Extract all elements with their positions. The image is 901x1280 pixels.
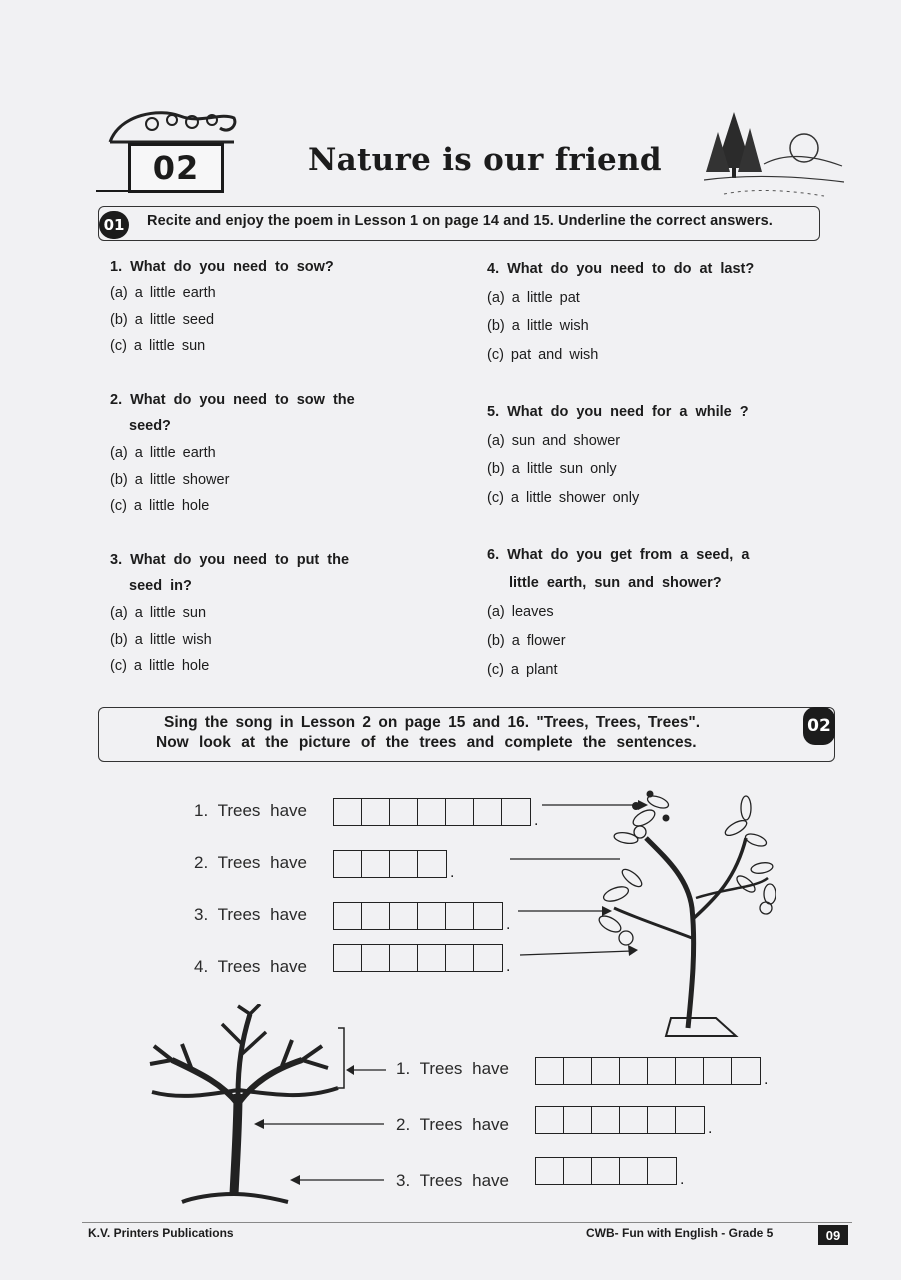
option-1c[interactable]: (c) a little sun xyxy=(110,338,206,354)
exercise-badge-1: 01 xyxy=(99,211,129,239)
bare-tree-item-3-label: 3. Trees have xyxy=(396,1171,510,1190)
landscape-icon xyxy=(704,108,844,200)
bare-tree-item-2-label: 2. Trees have xyxy=(396,1115,510,1134)
leafy-tree-item-1-label: 1. Trees have xyxy=(194,801,308,820)
option-4c[interactable]: (c) pat and wish xyxy=(487,347,599,363)
option-6a[interactable]: (a) leaves xyxy=(487,604,554,620)
option-1a[interactable]: (a) a little earth xyxy=(110,285,216,301)
question-4: 4. What do you need to do at last? xyxy=(487,261,755,277)
leafy-tree-item-1-boxes[interactable]: . xyxy=(333,798,538,826)
question-3-line-1: 3. What do you need to put the xyxy=(110,552,350,568)
leafy-tree-item-3-boxes[interactable]: . xyxy=(333,902,510,930)
question-2-line-2: seed? xyxy=(129,418,171,434)
question-3-line-2: seed in? xyxy=(129,578,192,594)
scroll-ornament-icon xyxy=(100,104,240,146)
bare-tree-item-2-boxes[interactable]: . xyxy=(535,1106,712,1134)
option-5c[interactable]: (c) a little shower only xyxy=(487,490,640,506)
leafy-tree-item-2-label: 2. Trees have xyxy=(194,853,308,872)
bare-tree-item-1-boxes[interactable]: . xyxy=(535,1057,768,1085)
bare-tree-item-3-boxes[interactable]: . xyxy=(535,1157,684,1185)
instruction-text-2-line-2: Now look at the picture of the trees and complete the sentences. xyxy=(156,734,697,751)
instruction-text-2-line-1: Sing the song in Lesson 2 on page 15 and 16. "Trees, Trees, Trees". xyxy=(164,714,701,731)
page-number: 09 xyxy=(818,1225,848,1245)
leafy-tree-item-4-boxes[interactable]: . xyxy=(333,944,510,972)
footer-rule xyxy=(82,1222,852,1223)
footer-book-title: CWB- Fun with English - Grade 5 xyxy=(586,1226,774,1240)
header-rule xyxy=(96,190,132,192)
instruction-text-1: Recite and enjoy the poem in Lesson 1 on page 14 and 15. Underline the correct answers. xyxy=(147,213,773,229)
page-title: Nature is our friend xyxy=(308,142,662,178)
bare-tree-item-1-label: 1. Trees have xyxy=(396,1059,510,1078)
option-5a[interactable]: (a) sun and shower xyxy=(487,433,621,449)
option-5b[interactable]: (b) a little sun only xyxy=(487,461,617,477)
option-2b[interactable]: (b) a little shower xyxy=(110,472,230,488)
option-2c[interactable]: (c) a little hole xyxy=(110,498,210,514)
question-5: 5. What do you need for a while ? xyxy=(487,404,749,420)
leafy-tree-item-4-label: 4. Trees have xyxy=(194,957,308,976)
option-3a[interactable]: (a) a little sun xyxy=(110,605,207,621)
lesson-number: 02 xyxy=(152,149,200,187)
option-4b[interactable]: (b) a little wish xyxy=(487,318,589,334)
question-2-line-1: 2. What do you need to sow the xyxy=(110,392,355,408)
footer-publisher: K.V. Printers Publications xyxy=(88,1226,234,1240)
exercise-badge-2: 02 xyxy=(803,707,835,745)
option-1b[interactable]: (b) a little seed xyxy=(110,312,215,328)
option-4a[interactable]: (a) a little pat xyxy=(487,290,580,306)
lesson-number-box xyxy=(128,143,224,193)
option-6b[interactable]: (b) a flower xyxy=(487,633,566,649)
question-1: 1. What do you need to sow? xyxy=(110,259,334,275)
question-6-line-1: 6. What do you get from a seed, a xyxy=(487,547,750,563)
option-2a[interactable]: (a) a little earth xyxy=(110,445,216,461)
option-6c[interactable]: (c) a plant xyxy=(487,662,558,678)
bare-tree-arrows xyxy=(250,1020,390,1200)
leafy-tree-icon xyxy=(596,778,776,1040)
option-3b[interactable]: (b) a little wish xyxy=(110,632,212,648)
question-6-line-2: little earth, sun and shower? xyxy=(509,575,722,591)
leafy-tree-item-2-boxes[interactable]: . xyxy=(333,850,454,878)
option-3c[interactable]: (c) a little hole xyxy=(110,658,210,674)
leafy-tree-item-3-label: 3. Trees have xyxy=(194,905,308,924)
